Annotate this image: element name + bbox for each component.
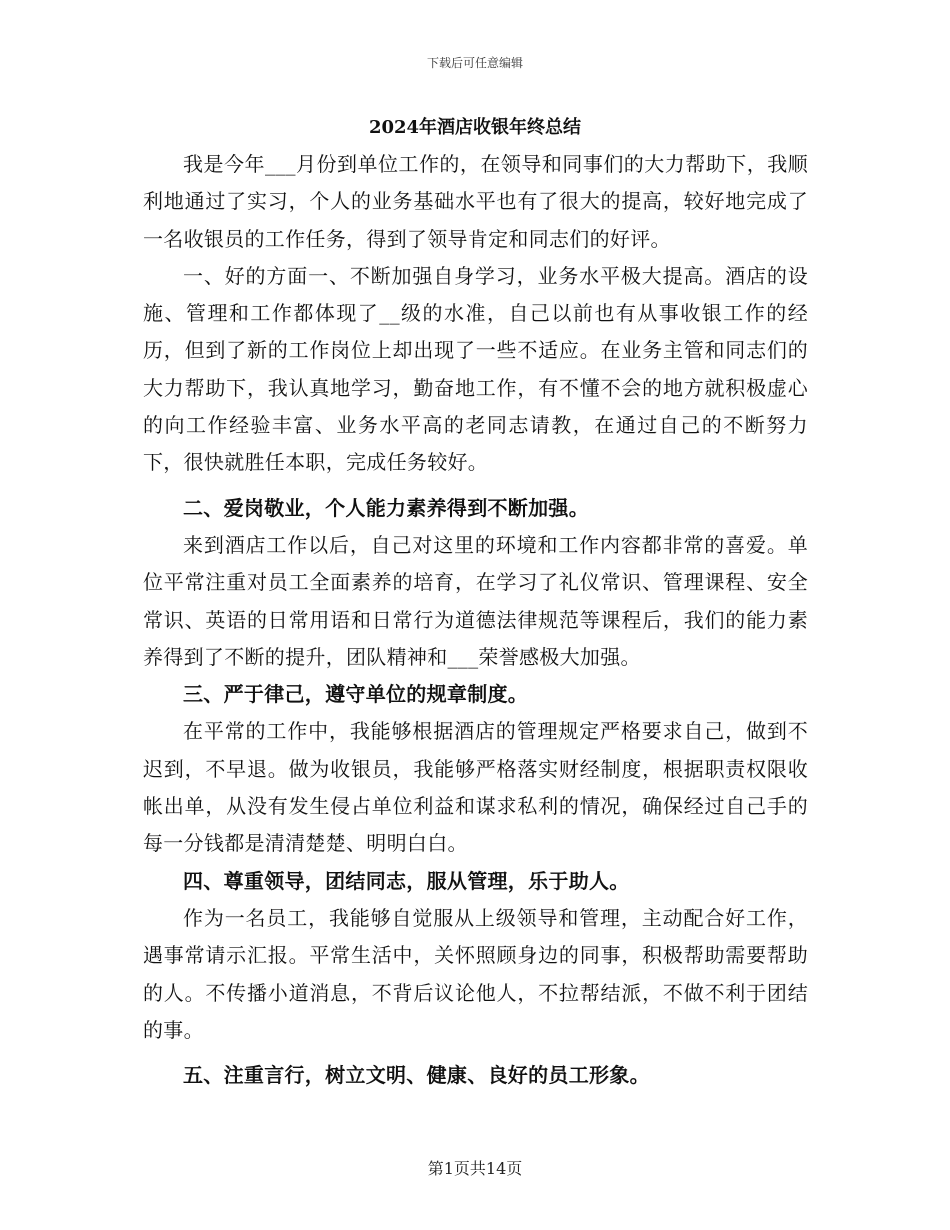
paragraph-section-four: 作为一名员工，我能够自觉服从上级领导和管理，主动配合好工作，遇事常请示汇报。平常生活中，关怀照顾身边的同事，积极帮助需要帮助的人。不传播小道消息，不背后议论他人，不拉帮结派，不做不利于团结的事。 [143, 905, 808, 1042]
paragraph-section-two: 来到酒店工作以后，自己对这里的环境和工作内容都非常的喜爱。单位平常注重对员工全面素养的培育，在学习了礼仪常识、管理课程、安全常识、英语的日常用语和日常行为道德法律规范等课程后，我们的能力素养得到了不断的提升，团队精神和___荣誉感极大加强。 [143, 532, 808, 669]
heading-section-two: 二、爱岗敬业，个人能力素养得到不断加强。 [183, 495, 589, 520]
heading-section-five: 五、注重言行，树立文明、健康、良好的员工形象。 [183, 1063, 650, 1088]
page-number-footer: 第1页共14页 [427, 1159, 523, 1178]
document-body [143, 146, 808, 1094]
heading-section-four: 四、尊重领导，团结同志，服从管理，乐于助人。 [183, 868, 630, 893]
paragraph-section-three: 在平常的工作中，我能够根据酒店的管理规定严格要求自己，做到不迟到，不早退。做为收银员，我能够严格落实财经制度，根据职责权限收帐出单，从没有发生侵占单位利益和谋求私利的情况，确保经过自己手的每一分钱都是清清楚楚、明明白白。 [143, 719, 808, 856]
heading-section-three: 三、严于律己，遵守单位的规章制度。 [183, 682, 529, 707]
paragraph-intro: 我是今年___月份到单位工作的，在领导和同事们的大力帮助下，我顺利地通过了实习，个人的业务基础水平也有了很大的提高，较好地完成了一名收银员的工作任务，得到了领导肯定和同志们的好评。 [143, 152, 808, 251]
header-note: 下载后可任意编辑 [426, 56, 523, 70]
document-title: 2024年酒店收银年终总结 [368, 117, 582, 138]
paragraph-section-one: 一、好的方面一、不断加强自身学习，业务水平极大提高。酒店的设施、管理和工作都体现了__级的水准，自己以前也有从事收银工作的经历，但到了新的工作岗位上却出现了一些不适应。在业务主管和同志们的大力帮助下，我认真地学习，勤奋地工作，有不懂不会的地方就积极虚心的向工作经验丰富、业务水平高的老同志请教，在通过自己的不断努力下，很快就胜任本职，完成任务较好。 [143, 263, 808, 475]
